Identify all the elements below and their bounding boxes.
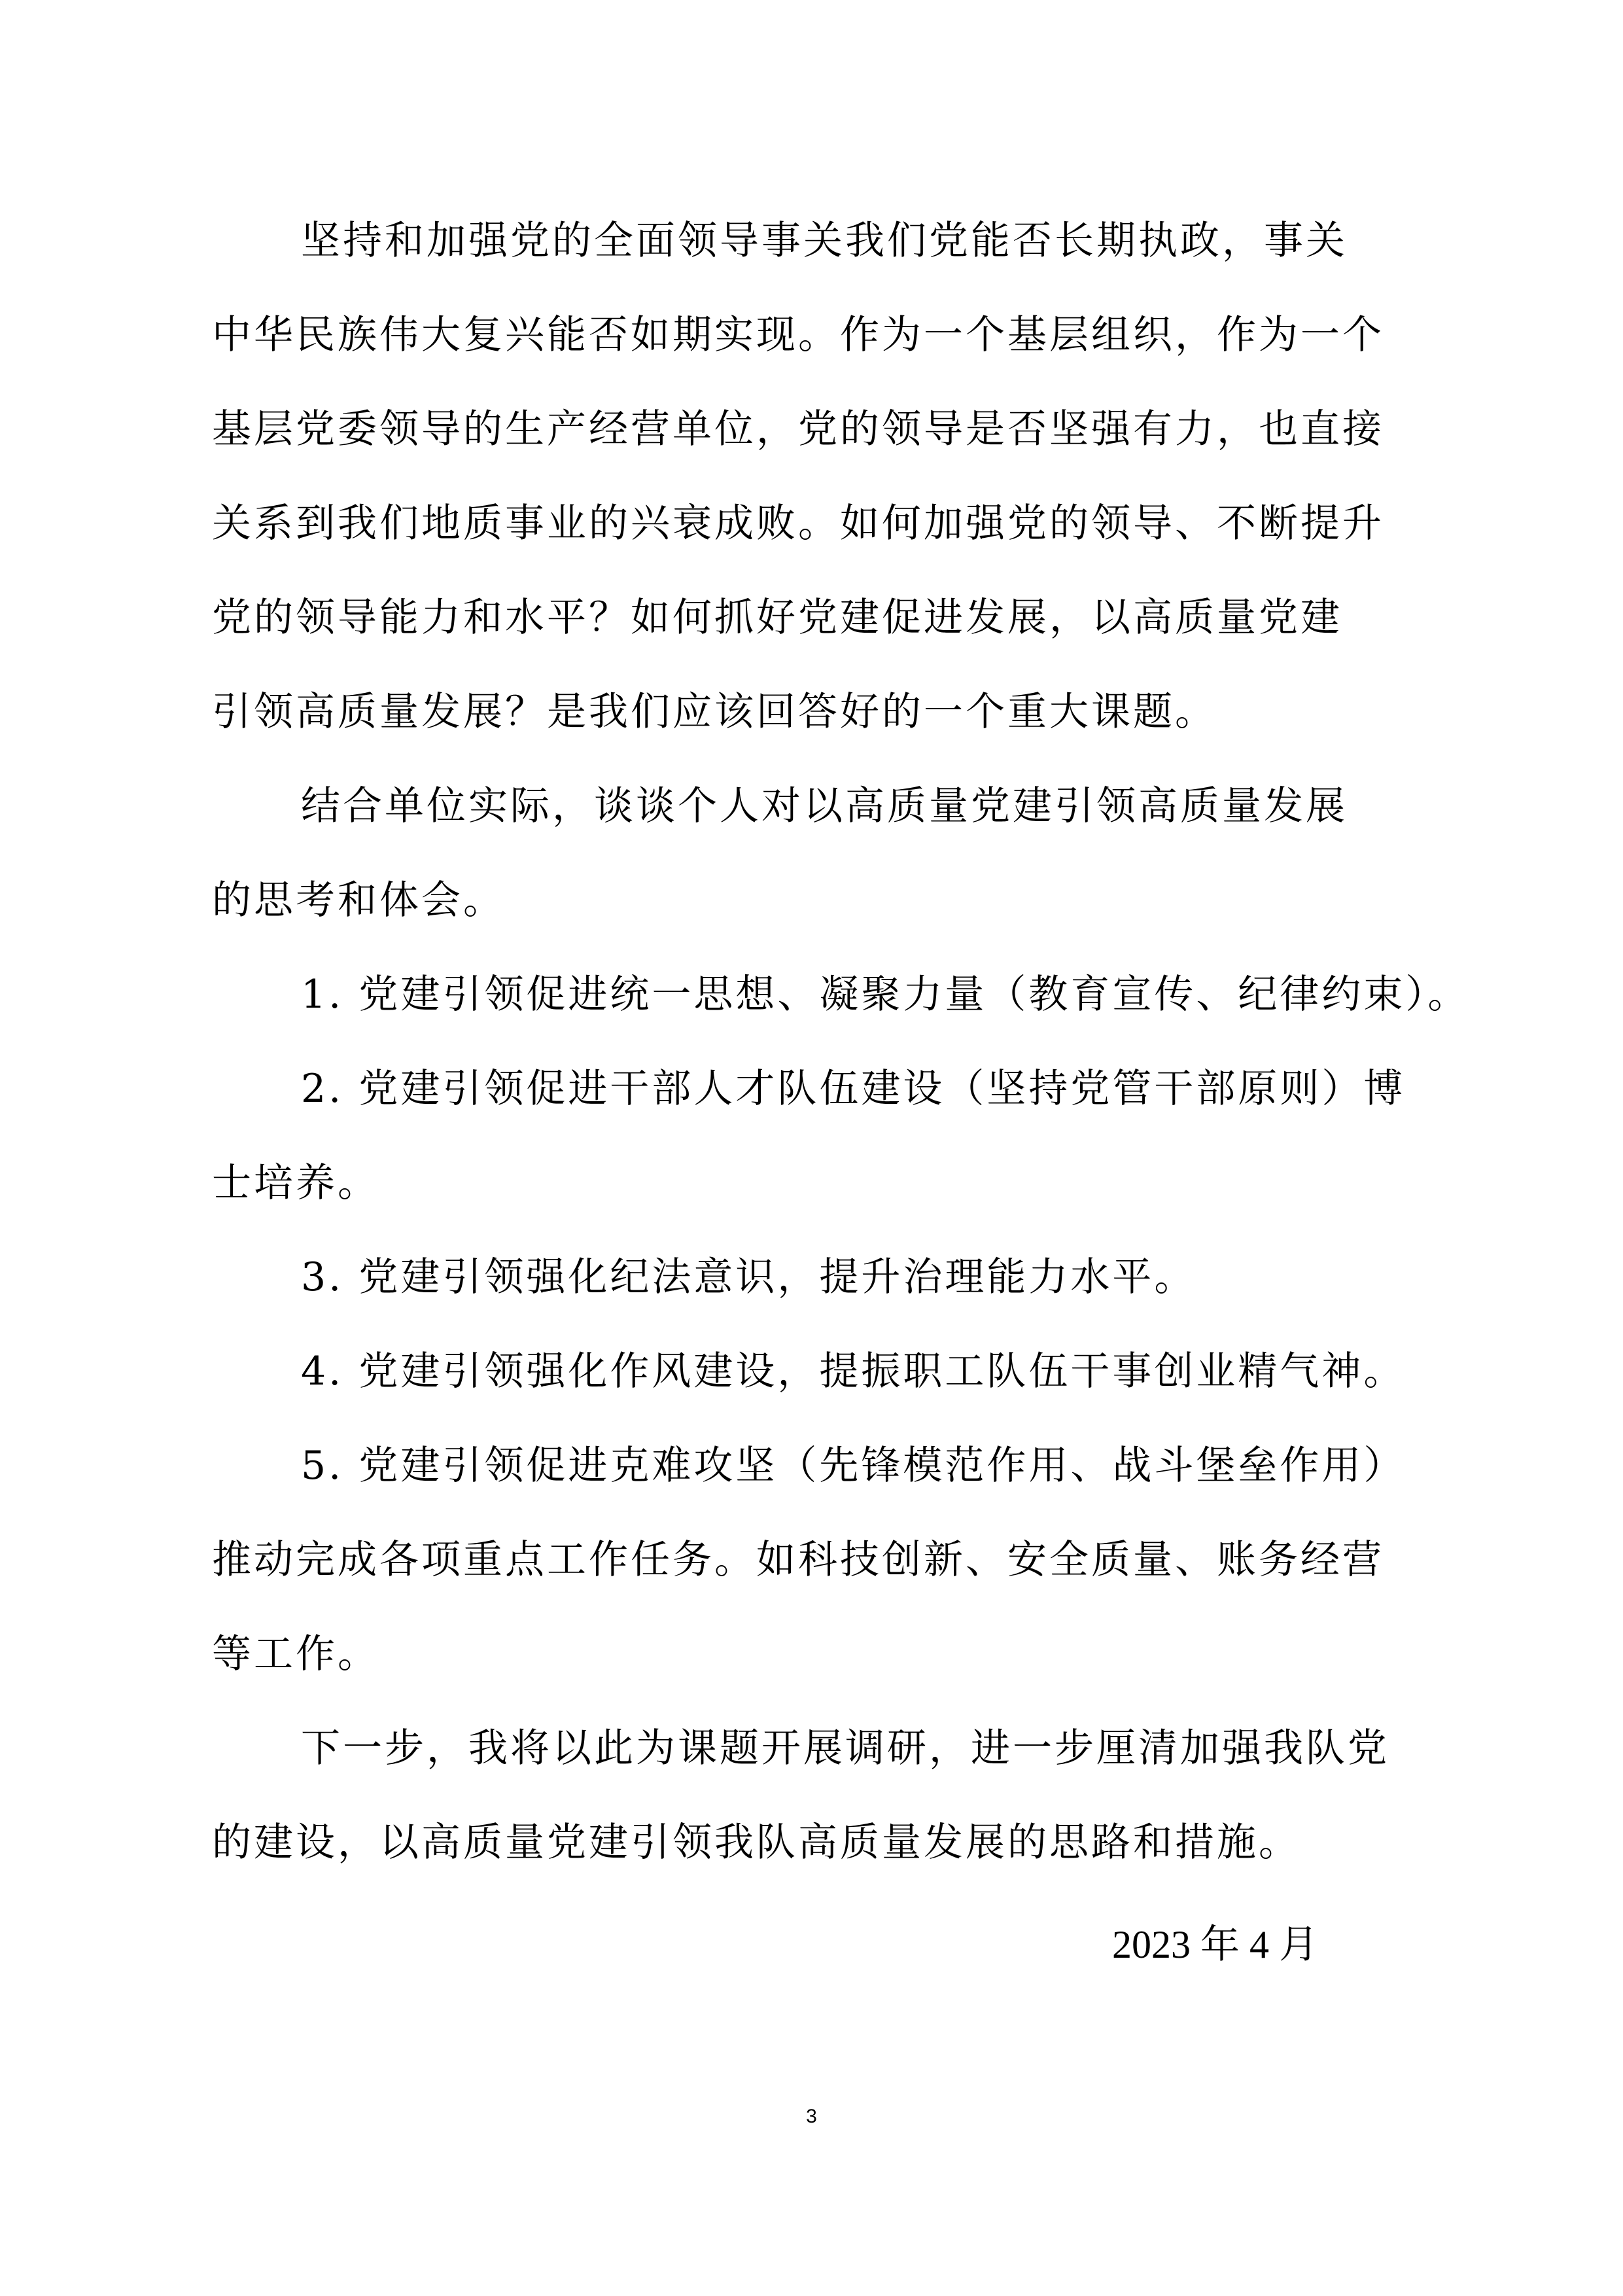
paragraph-1-line-4: 关系到我们地质事业的兴衰成败。如何加强党的领导、不断提升 <box>212 501 1384 546</box>
paragraph-final-line-2: 的建设，以高质量党建引领我队高质量发展的思路和措施。 <box>212 1820 1300 1865</box>
list-item-4: 4. 党建引领强化作风建设，提振职工队伍干事创业精气神。 <box>301 1349 1406 1394</box>
paragraph-2-line-1: 结合单位实际，谈谈个人对以高质量党建引领高质量发展 <box>301 783 1348 829</box>
list-item-5-line-1: 5. 党建引领促进克难攻坚（先锋模范作用、战斗堡垒作用） <box>301 1443 1406 1489</box>
paragraph-1-line-5: 党的领导能力和水平？如何抓好党建促进发展，以高质量党建 <box>212 595 1342 641</box>
paragraph-1-line-1: 坚持和加强党的全面领导事关我们党能否长期执政，事关 <box>301 218 1348 264</box>
list-item-5-line-2: 推动完成各项重点工作任务。如科技创新、安全质量、账务经营 <box>212 1537 1384 1583</box>
list-item-2-line-2: 士培养。 <box>212 1160 379 1206</box>
page-number: 3 <box>806 2106 817 2127</box>
paragraph-2-line-2: 的思考和体会。 <box>212 877 505 923</box>
paragraph-1-line-6: 引领高质量发展？是我们应该回答好的一个重大课题。 <box>212 689 1217 735</box>
list-item-2-line-1: 2. 党建引领促进干部人才队伍建设（坚持党管干部原则）博 <box>301 1066 1406 1112</box>
paragraph-final-line-1: 下一步，我将以此为课题开展调研，进一步厘清加强我队党 <box>301 1725 1389 1771</box>
list-item-3: 3. 党建引领强化纪法意识，提升治理能力水平。 <box>301 1254 1196 1300</box>
paragraph-1-line-2: 中华民族伟大复兴能否如期实现。作为一个基层组织，作为一个 <box>212 312 1384 358</box>
list-item-5-line-3: 等工作。 <box>212 1631 379 1677</box>
document-date: 2023 年 4 月 <box>1112 1923 1318 1966</box>
list-item-1: 1. 党建引领促进统一思想、凝聚力量（教育宣传、纪律约束）。 <box>301 972 1470 1017</box>
paragraph-1-line-3: 基层党委领导的生产经营单位，党的领导是否坚强有力，也直接 <box>212 406 1384 452</box>
